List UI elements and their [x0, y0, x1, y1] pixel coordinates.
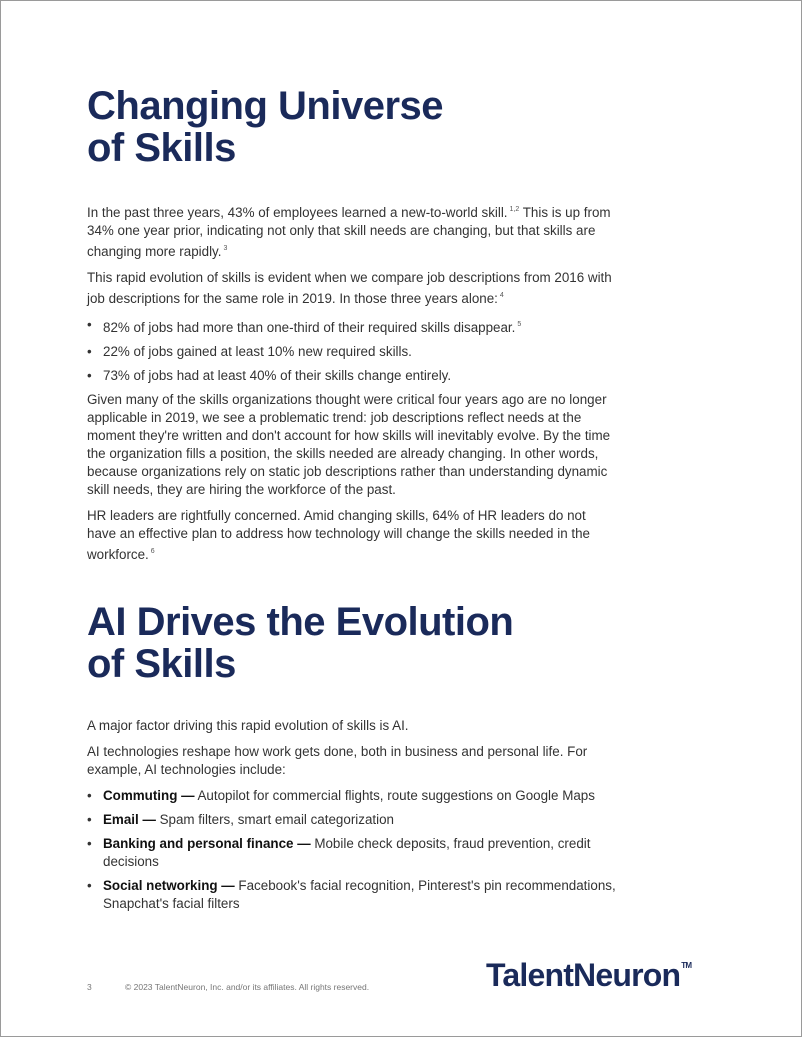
copyright-text: © 2023 TalentNeuron, Inc. and/or its affiliates. All rights reserved.: [125, 982, 370, 992]
title-line-1: Changing Universe: [87, 84, 444, 128]
logo-trademark: TM: [681, 961, 692, 970]
title-line-1: AI Drives the Evolution: [87, 600, 514, 644]
list-item-label: Commuting —: [103, 788, 195, 803]
paragraph-text: A major factor driving this rapid evolution of skills is AI.: [87, 718, 409, 733]
list-item: [87, 787, 617, 805]
section-2-body: [87, 717, 617, 919]
list-item: [87, 343, 617, 361]
paragraph: [87, 717, 617, 735]
bullet-icon: •: [87, 812, 92, 827]
list-item: [87, 835, 617, 871]
section-title-ai-drives: [87, 601, 607, 685]
footnote-ref: 4: [499, 292, 504, 299]
paragraph-text: This is up from 34% one year prior, indicating not only that skill needs are changing, but that skills are changing more rapidly.: [87, 205, 611, 259]
paragraph: [87, 201, 617, 261]
list-item: [87, 367, 617, 385]
bullet-list: [87, 316, 617, 385]
list-item-text: 73% of jobs had at least 40% of their skills change entirely.: [103, 368, 452, 383]
paragraph-text: AI technologies reshape how work gets done, both in business and personal life. For example, AI technologies include:: [87, 744, 588, 777]
bullet-icon: •: [87, 344, 92, 359]
list-item-text: 22% of jobs gained at least 10% new required skills.: [103, 344, 412, 359]
bullet-icon: •: [87, 317, 92, 332]
logo-text: TalentNeuron: [486, 957, 681, 993]
section-title-changing-universe: [87, 85, 607, 169]
list-item-text: 82% of jobs had more than one-third of their required skills disappear.: [103, 320, 516, 335]
section-1-body: [87, 201, 617, 572]
title-line-2: of Skills: [87, 642, 236, 686]
list-item-text: Facebook's facial recognition, Pinterest's pin recommendations, Snapchat's facial filters: [103, 878, 616, 911]
list-item-label: Email —: [103, 812, 156, 827]
paragraph: [87, 391, 617, 499]
title-line-2: of Skills: [87, 126, 236, 170]
paragraph: [87, 269, 617, 308]
list-item: [87, 811, 617, 829]
page-number: 3: [87, 982, 92, 992]
paragraph: [87, 743, 617, 779]
list-item-text: Spam filters, smart email categorization: [155, 812, 394, 827]
bullet-list: [87, 787, 617, 913]
list-item: [87, 877, 617, 913]
paragraph-text: This rapid evolution of skills is evident when we compare job descriptions from 2016 with job descriptions for the same role in 2019. In those three years alone:: [87, 270, 612, 306]
bullet-icon: •: [87, 368, 92, 383]
bullet-icon: •: [87, 836, 92, 851]
paragraph-text: Given many of the skills organizations thought were critical four years ago are no longer applicable in 2019, we see a problematic trend: job descriptions reflect needs at the moment they're written and don't account for how skills will inevitably evolve. By the time the organization fills a position, the skills needed are already changing. In other words, because organizations rely on static job descriptions rather than understanding dynamic skill needs, they are hiring the workforce of the past.: [87, 392, 611, 497]
paragraph-text: HR leaders are rightfully concerned. Amid changing skills, 64% of HR leaders do not have an effective plan to address how technology will change the skills needed in the workforce.: [87, 508, 590, 562]
paragraph-text: In the past three years, 43% of employees learned a new-to-world skill.: [87, 205, 508, 220]
paragraph: [87, 507, 617, 564]
list-item-text: Autopilot for commercial flights, route suggestions on Google Maps: [194, 788, 595, 803]
bullet-icon: •: [87, 878, 92, 893]
footnote-ref: 1,2: [509, 206, 520, 213]
list-item-text: Mobile check deposits, fraud prevention, credit decisions: [103, 836, 591, 869]
list-item-label: Social networking —: [103, 878, 235, 893]
list-item: [87, 316, 617, 337]
footnote-ref: 5: [517, 321, 522, 328]
list-item-label: Banking and personal finance —: [103, 836, 311, 851]
bullet-icon: •: [87, 788, 92, 803]
talentneuron-logo: [486, 957, 691, 994]
footnote-ref: 3: [223, 245, 228, 252]
footnote-ref: 6: [150, 548, 155, 555]
